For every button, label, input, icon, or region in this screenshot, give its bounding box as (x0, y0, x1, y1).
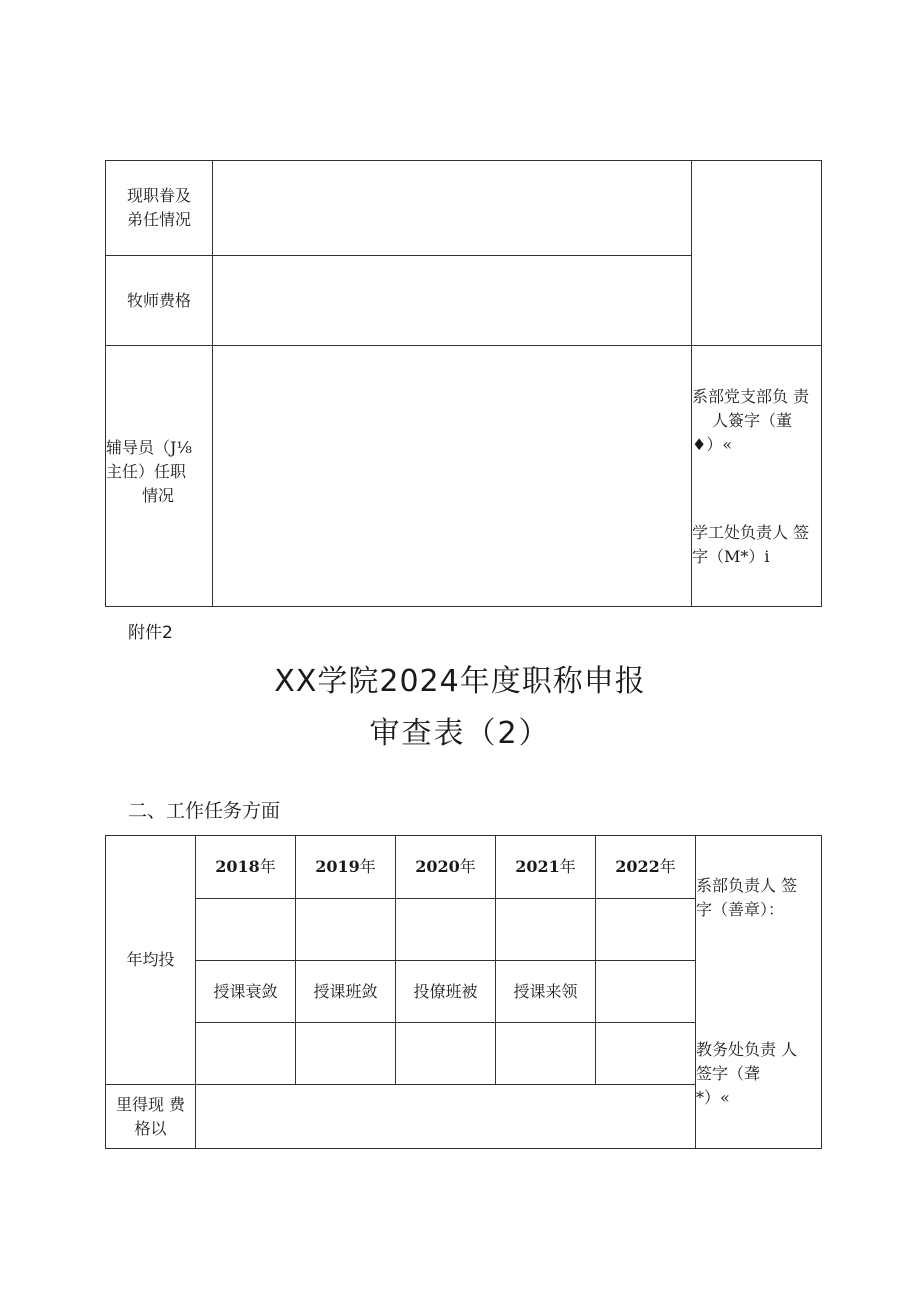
qualification-since-label-line1: 里得现 费 (115, 1094, 186, 1114)
year-2018-num: 2018 (215, 857, 260, 876)
year-header-2022 (596, 836, 696, 899)
counselor-label-line3: 情况 (142, 486, 175, 505)
qualification-since-label-line2: 格以 (134, 1118, 167, 1138)
qualification-since-value-cell[interactable] (196, 1085, 696, 1149)
attachment-label: 附件2 (128, 623, 173, 643)
section-heading: 二、工作任务方面 (128, 800, 281, 822)
academic-affairs-sign-line2: 签字（聋 (696, 1064, 761, 1083)
year-2018-suffix: 年 (259, 857, 276, 876)
sub-header-4 (496, 961, 596, 1023)
student-affairs-sign-line1: 学工处负责人 签 (692, 523, 810, 542)
sub-header-2-text: 授课班敛 (313, 981, 378, 1001)
value-2021-row1[interactable] (496, 899, 596, 961)
teacher-qualification-label: 牧师费格 (126, 290, 191, 310)
value-2022-row1[interactable] (596, 899, 696, 961)
annual-workload-label-cell (106, 836, 196, 1085)
sub-header-1 (196, 961, 296, 1023)
year-2019-num: 2019 (315, 857, 360, 876)
value-2021-row2[interactable] (496, 1023, 596, 1085)
teacher-qualification-value-cell[interactable] (213, 256, 692, 346)
year-2019-suffix: 年 (359, 857, 376, 876)
year-2020-num: 2020 (415, 857, 460, 876)
value-2022-row2[interactable] (596, 1023, 696, 1085)
form-title-line2: 审查表（2） (369, 716, 551, 751)
annual-workload-label: 年均投 (126, 950, 175, 969)
workload-table (105, 835, 822, 1149)
year-2022-num: 2022 (615, 857, 660, 876)
table1-signature-cell (692, 346, 822, 607)
table2-signature-cell (696, 836, 822, 1149)
current-position-label-line1: 现职眷及 (126, 186, 191, 205)
year-2022-suffix: 年 (659, 857, 676, 876)
sub-header-5 (596, 961, 696, 1023)
academic-affairs-sign-line3: *）« (696, 1088, 730, 1107)
table1-blank-right-cell (692, 161, 822, 346)
sub-header-1-text: 授课衰敛 (213, 981, 278, 1001)
value-2020-row2[interactable] (396, 1023, 496, 1085)
sub-header-3-text: 投僚班被 (413, 981, 478, 1001)
year-header-2018 (196, 836, 296, 899)
year-header-2021 (496, 836, 596, 899)
year-2020-suffix: 年 (459, 857, 476, 876)
dept-head-sign-line2: 字（善章）： (696, 900, 785, 919)
year-2021-num: 2021 (515, 857, 560, 876)
year-header-2020 (396, 836, 496, 899)
counselor-value-cell[interactable] (213, 346, 692, 607)
form-title-line1: XX学院2024年度职称申报 (274, 664, 646, 699)
student-affairs-sign-line2: 字（M*）i (692, 547, 770, 566)
counselor-label-cell (106, 346, 213, 607)
sub-header-4-text: 授课来领 (513, 981, 578, 1001)
dept-party-sign-line1: 系部党支部负 责 (692, 387, 810, 406)
sub-header-2 (296, 961, 396, 1023)
value-2018-row2[interactable] (196, 1023, 296, 1085)
counselor-label-line2: 主任）任职 (106, 462, 187, 481)
dept-party-sign-line2: 人簽字（董 (712, 411, 793, 430)
value-2020-row1[interactable] (396, 899, 496, 961)
qualification-since-label-cell (106, 1085, 196, 1149)
value-2019-row1[interactable] (296, 899, 396, 961)
academic-affairs-sign-line1: 教务处负责 人 (696, 1040, 798, 1059)
year-header-2019 (296, 836, 396, 899)
current-position-label-cell (106, 161, 213, 256)
current-position-value-cell[interactable] (213, 161, 692, 256)
value-2019-row2[interactable] (296, 1023, 396, 1085)
current-position-label-line2: 弟任情况 (126, 210, 191, 229)
teacher-qualification-label-cell (106, 256, 213, 346)
sub-header-3 (396, 961, 496, 1023)
value-2018-row1[interactable] (196, 899, 296, 961)
year-2021-suffix: 年 (559, 857, 576, 876)
dept-party-sign-line3: ♦）« (692, 435, 733, 454)
dept-head-sign-line1: 系部负责人 签 (696, 876, 798, 895)
qualification-table (105, 160, 822, 607)
counselor-label-line1: 辅导员（J⅛ (106, 438, 192, 457)
